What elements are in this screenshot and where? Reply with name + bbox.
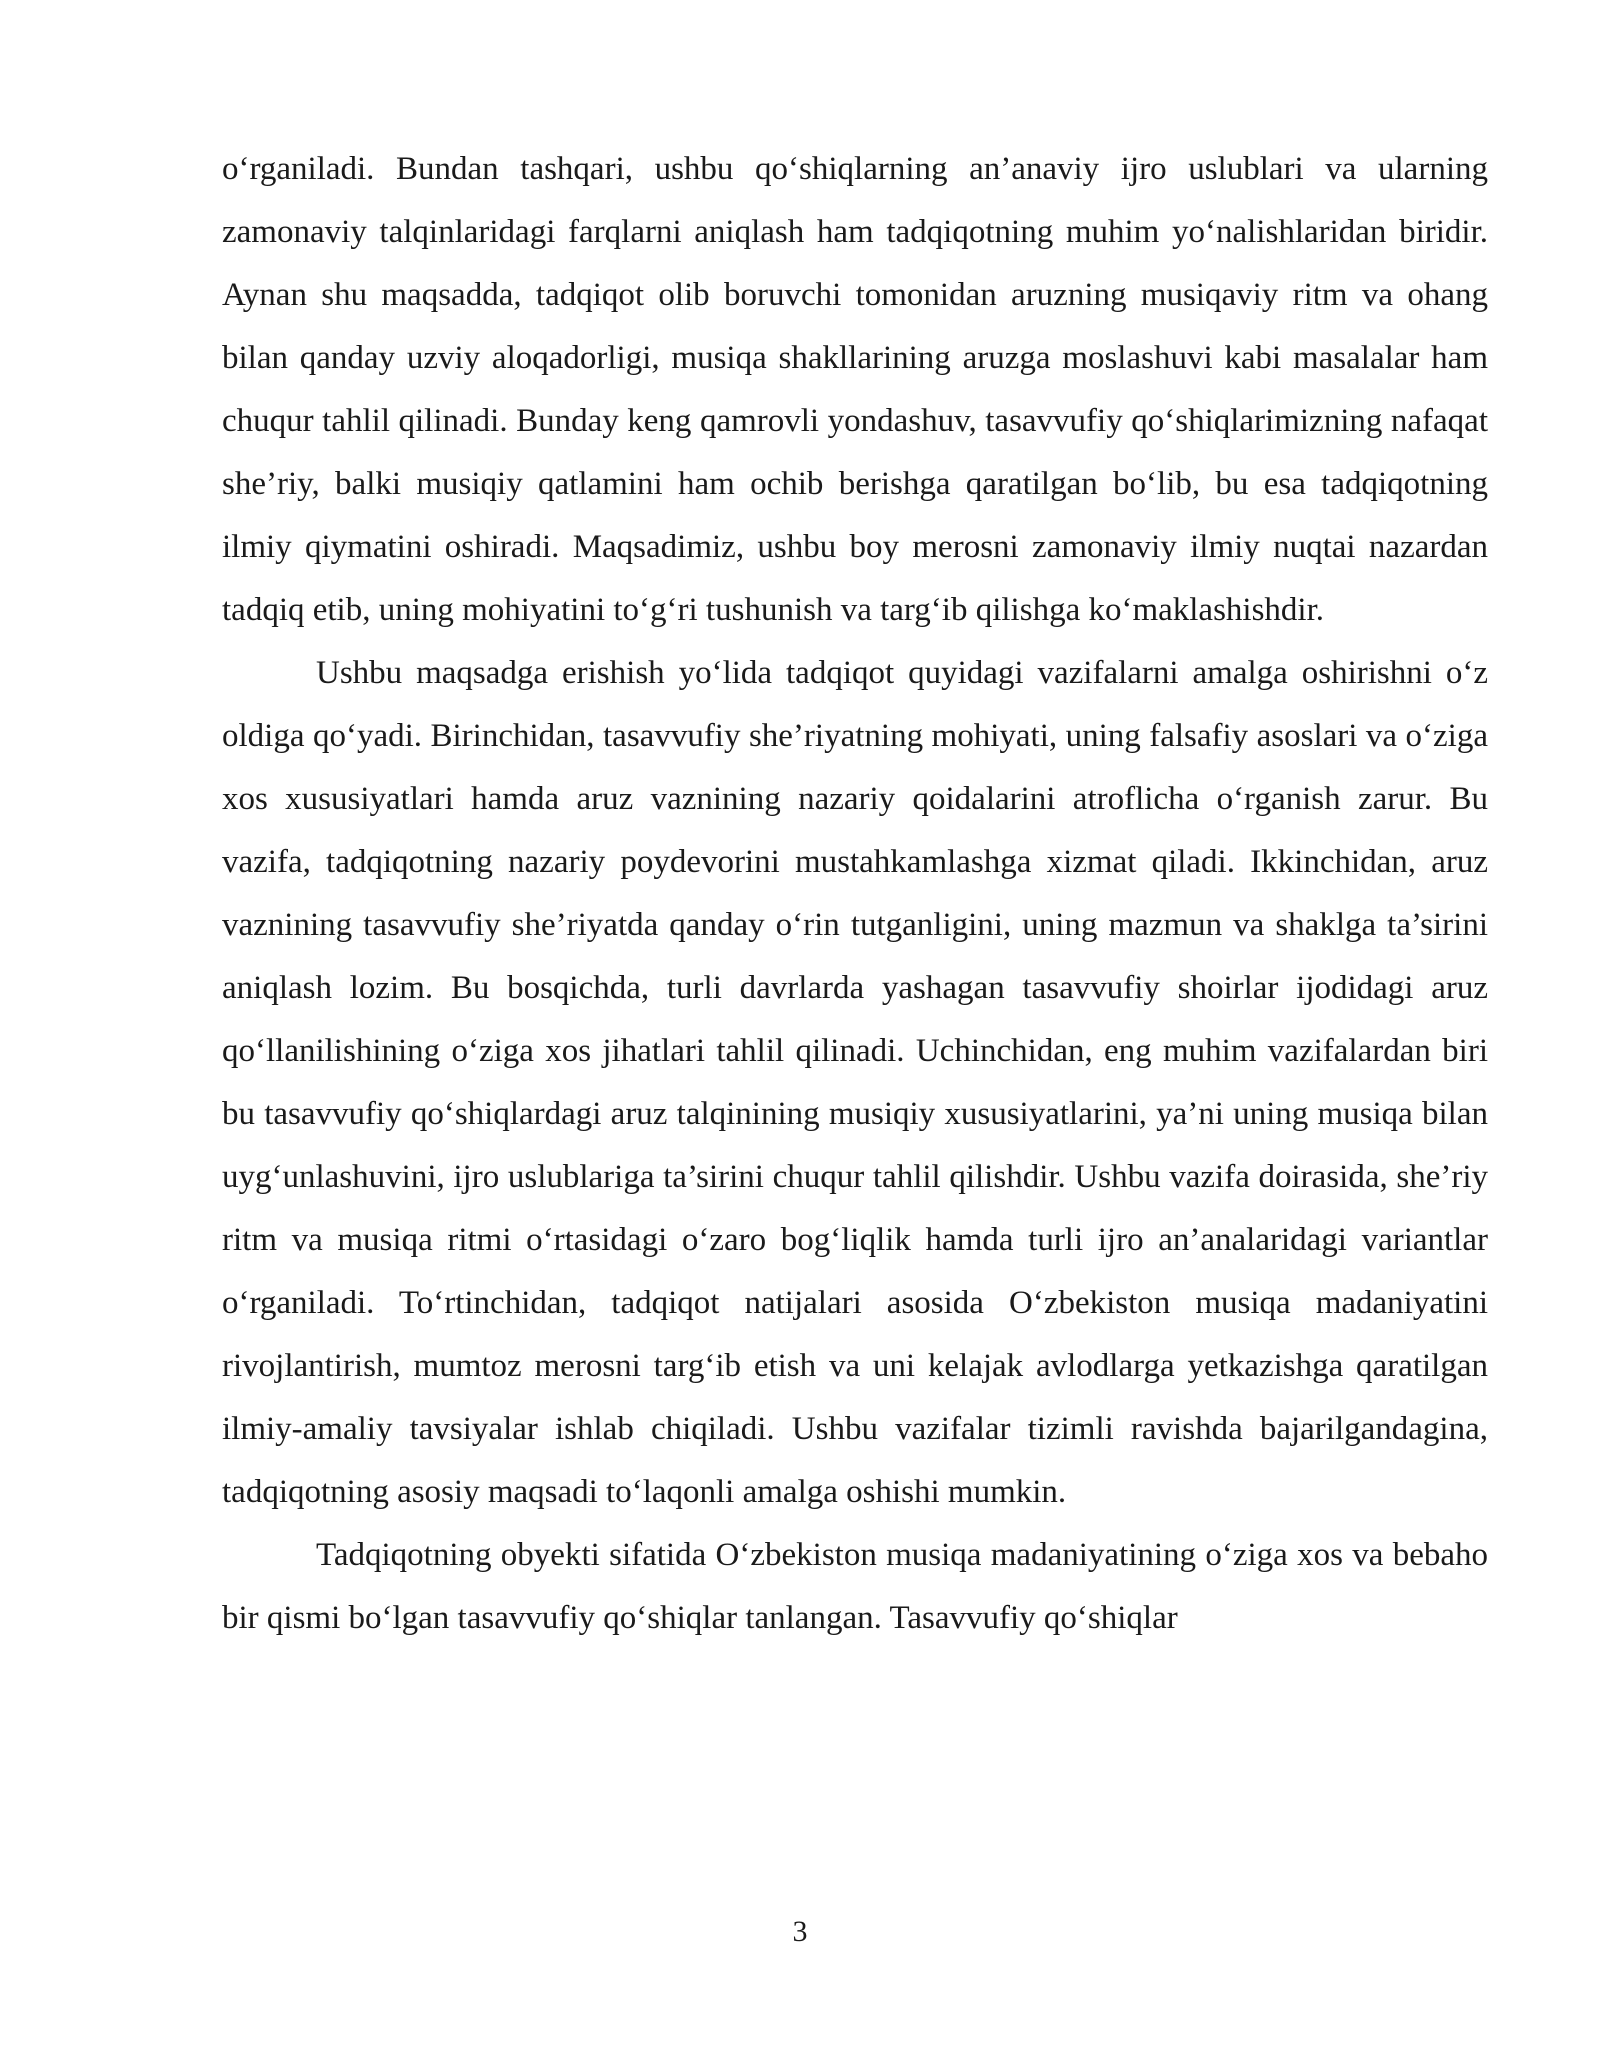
page-number: 3 <box>792 1915 808 1948</box>
paragraph-2: Ushbu maqsadga erishish yo‘lida tadqiqot quyidagi vazifalarni amalga oshirishni o‘z oldiga qo‘yadi. Birinchidan, tasavvufiy she’riyatning mohiyati, uning falsafiy asoslari va o‘ziga xos xususiyatlari hamda aruz vaznining nazariy qoidalarini atroflicha o‘rganish zarur. Bu vazifa, tadqiqotning nazariy poydevorini mustahkamlashga xizmat qiladi. Ikkinchidan, aruz vaznining tasavvufiy she’riyatda qanday o‘rin tutganligini, uning mazmun va shaklga ta’sirini aniqlash lozim. Bu bosqichda, turli davrlarda yashagan tasavvufiy shoirlar ijodidagi aruz qo‘llanilishining o‘ziga xos jihatlari tahlil qilinadi. Uchinchidan, eng muhim vazifalardan biri bu tasavvufiy qo‘shiqlardagi aruz talqinining musiqiy xususiyatlarini, ya’ni uning musiqa bilan uyg‘unlashuvini, ijro uslublariga ta’sirini chuqur tahlil qilishdir. Ushbu vazifa doirasida, she’riy ritm va musiqa ritmi o‘rtasidagi o‘zaro bog‘liqlik hamda turli ijro an’analaridagi variantlar o‘rganiladi. To‘rtinchidan, tadqiqot natijalari asosida O‘zbekiston musiqa madaniyatini rivojlantirish, mumtoz merosni targ‘ib etish va uni kelajak avlodlarga yetkazishga qaratilgan ilmiy-amaliy tavsiyalar ishlab chiqiladi. Ushbu vazifalar tizimli ravishda bajarilgandagina, tadqiqotning asosiy maqsadi to‘laqonli amalga oshishi mumkin. <box>222 655 1488 1510</box>
paragraph-1: o‘rganiladi. Bundan tashqari, ushbu qo‘shiqlarning an’anaviy ijro uslublari va ularning zamonaviy talqinlaridagi farqlarni aniqlash ham tadqiqotning muhim yo‘nalishlaridan biridir. Aynan shu maqsadda, tadqiqot olib boruvchi tomonidan aruzning musiqaviy ritm va ohang bilan qanday uzviy aloqadorligi, musiqa shakllarining aruzga moslashuvi kabi masalalar ham chuqur tahlil qilinadi. Bunday keng qamrovli yondashuv, tasavvufiy qo‘shiqlarimizning nafaqat she’riy, balki musiqiy qatlamini ham ochib berishga qaratilgan bo‘lib, bu esa tadqiqotning ilmiy qiymatini oshiradi. Maqsadimiz, ushbu boy merosni zamonaviy ilmiy nuqtai nazardan tadqiq etib, uning mohiyatini to‘g‘ri tushunish va targ‘ib qilishga ko‘maklashishdir. <box>222 151 1488 628</box>
body-text <box>222 138 1488 1650</box>
paragraph-3: Tadqiqotning obyekti sifatida O‘zbekiston musiqa madaniyatining o‘ziga xos va bebaho bir qismi bo‘lgan tasavvufiy qo‘shiqlar tanlangan. Tasavvufiy qo‘shiqlar <box>222 1537 1488 1636</box>
